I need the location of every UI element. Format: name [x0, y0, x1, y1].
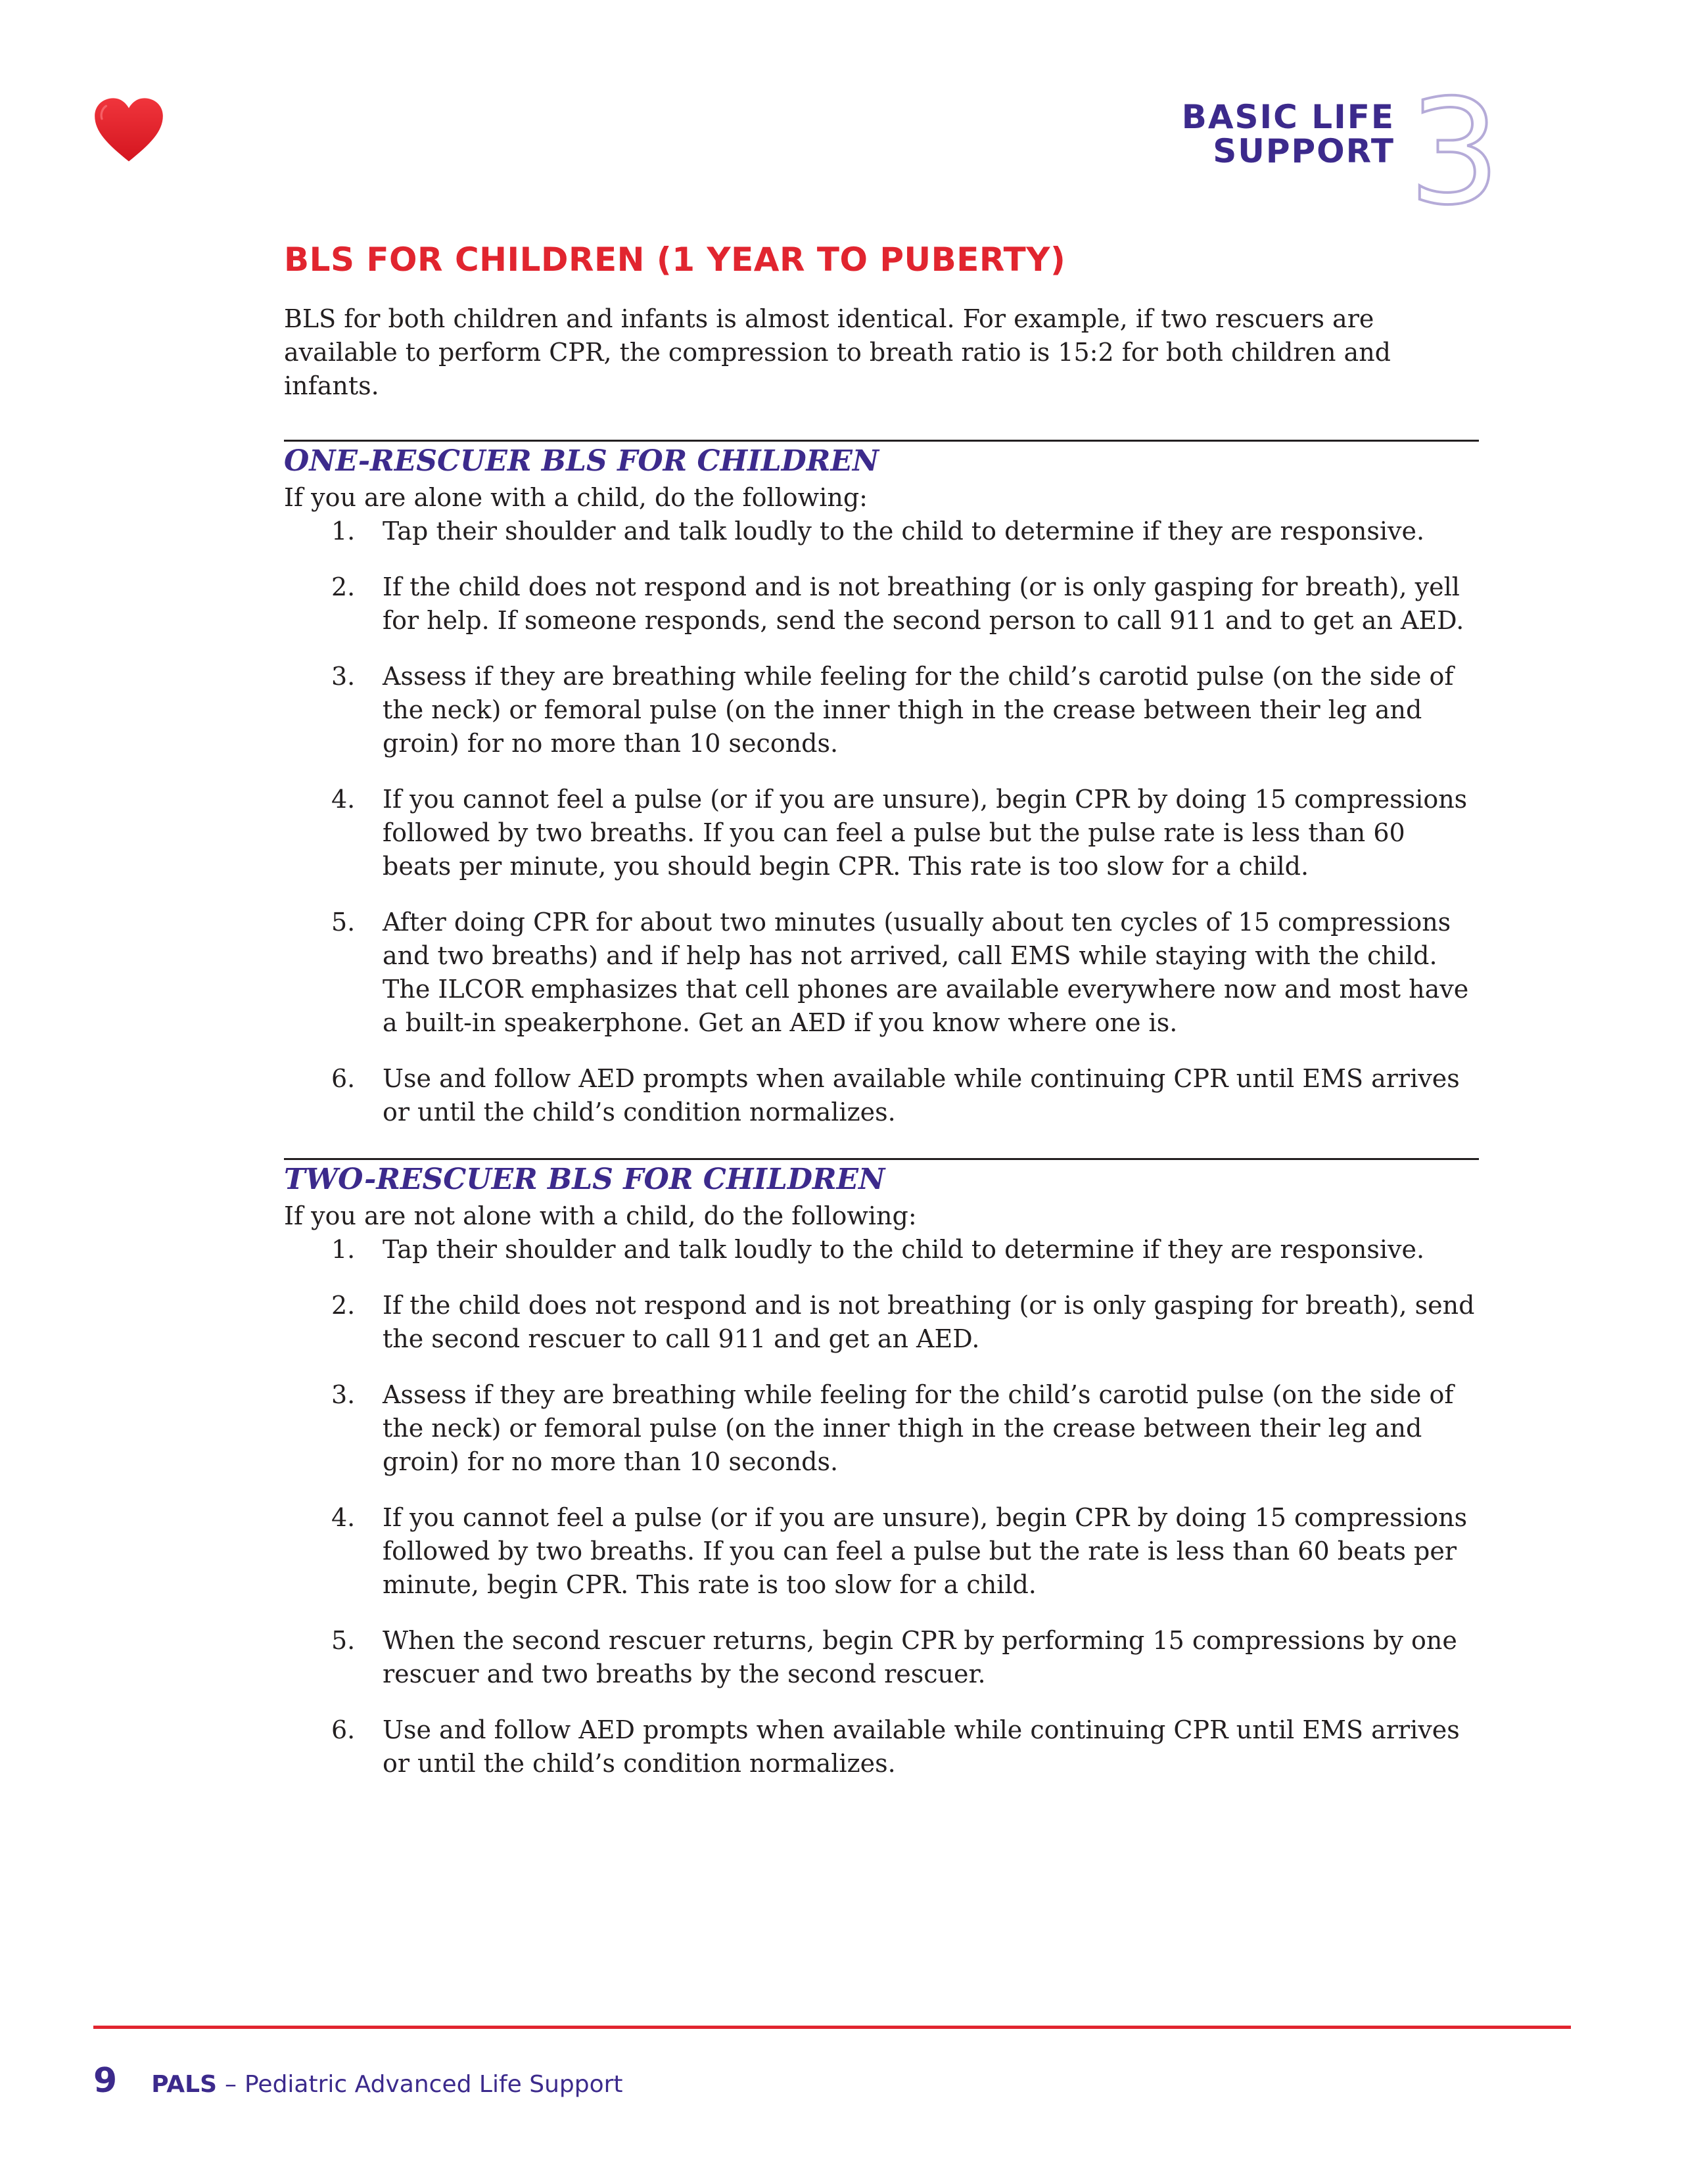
footer-separator: –	[225, 2071, 237, 2098]
list-item	[284, 1062, 1479, 1129]
list-item	[284, 1713, 1479, 1780]
page-content	[284, 237, 1479, 1780]
list-item-text: Tap their shoulder and talk loudly to the child to determine if they are responsive.	[383, 517, 1425, 546]
list-item	[284, 1624, 1479, 1691]
list-item-text: Use and follow AED prompts when available while continuing CPR until EMS arrives or until the child’s condition normalizes.	[383, 1715, 1460, 1778]
list-item-text: Assess if they are breathing while feeling for the child’s carotid pulse (on the side of the neck) or femoral pulse (on the inner thigh in the crease between their leg and groin) for no more than 10 seconds.	[383, 1380, 1454, 1476]
list-item-number: 6.	[331, 1064, 356, 1093]
list-item-number: 2.	[331, 572, 356, 601]
list-item	[284, 1501, 1479, 1602]
list-item	[284, 660, 1479, 760]
list-item-text: If you cannot feel a pulse (or if you are unsure), begin CPR by doing 15 compressions followed by two breaths. If you can feel a pulse but the pulse rate is less than 60 beats per minute, you should begin CPR. This rate is too slow for a child.	[383, 785, 1468, 881]
list-item-number: 5.	[331, 1626, 356, 1655]
list-item-number: 5.	[331, 908, 356, 937]
list-item	[284, 906, 1479, 1040]
list-item-text: After doing CPR for about two minutes (usually about ten cycles of 15 compressions and two breaths) and if help has not arrived, call EMS while staying with the child. The ILCOR emphasizes that cell phones are available everywhere now and most have a built-in speakerphone. Get an AED if you know where one is.	[383, 908, 1469, 1037]
steps-list-two-rescuer	[284, 1233, 1479, 1780]
list-item-text: When the second rescuer returns, begin CPR by performing 15 compressions by one rescuer and two breaths by the second rescuer.	[383, 1626, 1457, 1688]
heart-logo-icon	[93, 97, 164, 163]
footer-divider	[93, 2026, 1571, 2029]
list-item-text: Assess if they are breathing while feeling for the child’s carotid pulse (on the side of the neck) or femoral pulse (on the inner thigh in the crease between their leg and groin) for no more than 10 seconds.	[383, 662, 1454, 758]
page-footer	[93, 2061, 623, 2107]
list-item-number: 4.	[331, 1503, 356, 1532]
list-item-number: 6.	[331, 1715, 356, 1744]
list-item-number: 3.	[331, 1380, 356, 1409]
list-item-number: 3.	[331, 662, 356, 691]
chapter-title	[1119, 100, 1395, 168]
section-heading-one-rescuer: ONE-RESCUER BLS FOR CHILDREN	[284, 444, 879, 478]
list-item-text: Tap their shoulder and talk loudly to the child to determine if they are responsive.	[383, 1235, 1425, 1264]
section-lead-two-rescuer: If you are not alone with a child, do the following:	[284, 1201, 917, 1230]
steps-list-one-rescuer	[284, 515, 1479, 1129]
list-item	[284, 1289, 1479, 1356]
list-item	[284, 783, 1479, 883]
chapter-number	[1397, 92, 1512, 217]
list-item	[284, 515, 1479, 548]
page-title: BLS FOR CHILDREN (1 YEAR TO PUBERTY)	[284, 241, 1066, 279]
svg-text:3: 3	[1409, 92, 1501, 217]
page-number: 9	[93, 2061, 118, 2101]
list-item	[284, 1378, 1479, 1479]
list-item-number: 1.	[331, 517, 356, 546]
section-heading-two-rescuer: TWO-RESCUER BLS FOR CHILDREN	[284, 1163, 885, 1196]
list-item	[284, 570, 1479, 638]
section-lead-one-rescuer: If you are alone with a child, do the following:	[284, 483, 868, 512]
footer-subtitle: Pediatric Advanced Life Support	[245, 2071, 623, 2098]
footer-brand: PALS	[151, 2071, 217, 2098]
list-item-number: 4.	[331, 785, 356, 814]
chapter-header	[1170, 92, 1512, 217]
list-item-number: 1.	[331, 1235, 356, 1264]
list-item-text: If the child does not respond and is not breathing (or is only gasping for breath), yell for help. If someone responds, send the second person to call 911 and to get an AED.	[383, 572, 1464, 635]
list-item	[284, 1233, 1479, 1266]
chapter-title-line1: BASIC LIFE	[1181, 98, 1395, 136]
list-item-number: 2.	[331, 1291, 356, 1320]
list-item-text: Use and follow AED prompts when available while continuing CPR until EMS arrives or until the child’s condition normalizes.	[383, 1064, 1460, 1127]
list-item-text: If you cannot feel a pulse (or if you are unsure), begin CPR by doing 15 compressions followed by two breaths. If you can feel a pulse but the rate is less than 60 beats per minute, begin CPR. This rate is too slow for a child.	[383, 1503, 1468, 1599]
intro-paragraph: BLS for both children and infants is almost identical. For example, if two rescuers are available to perform CPR, the compression to breath ratio is 15:2 for both children and infants.	[284, 304, 1391, 400]
chapter-title-line2: SUPPORT	[1213, 132, 1395, 170]
list-item-text: If the child does not respond and is not breathing (or is only gasping for breath), send the second rescuer to call 911 and get an AED.	[383, 1291, 1475, 1353]
